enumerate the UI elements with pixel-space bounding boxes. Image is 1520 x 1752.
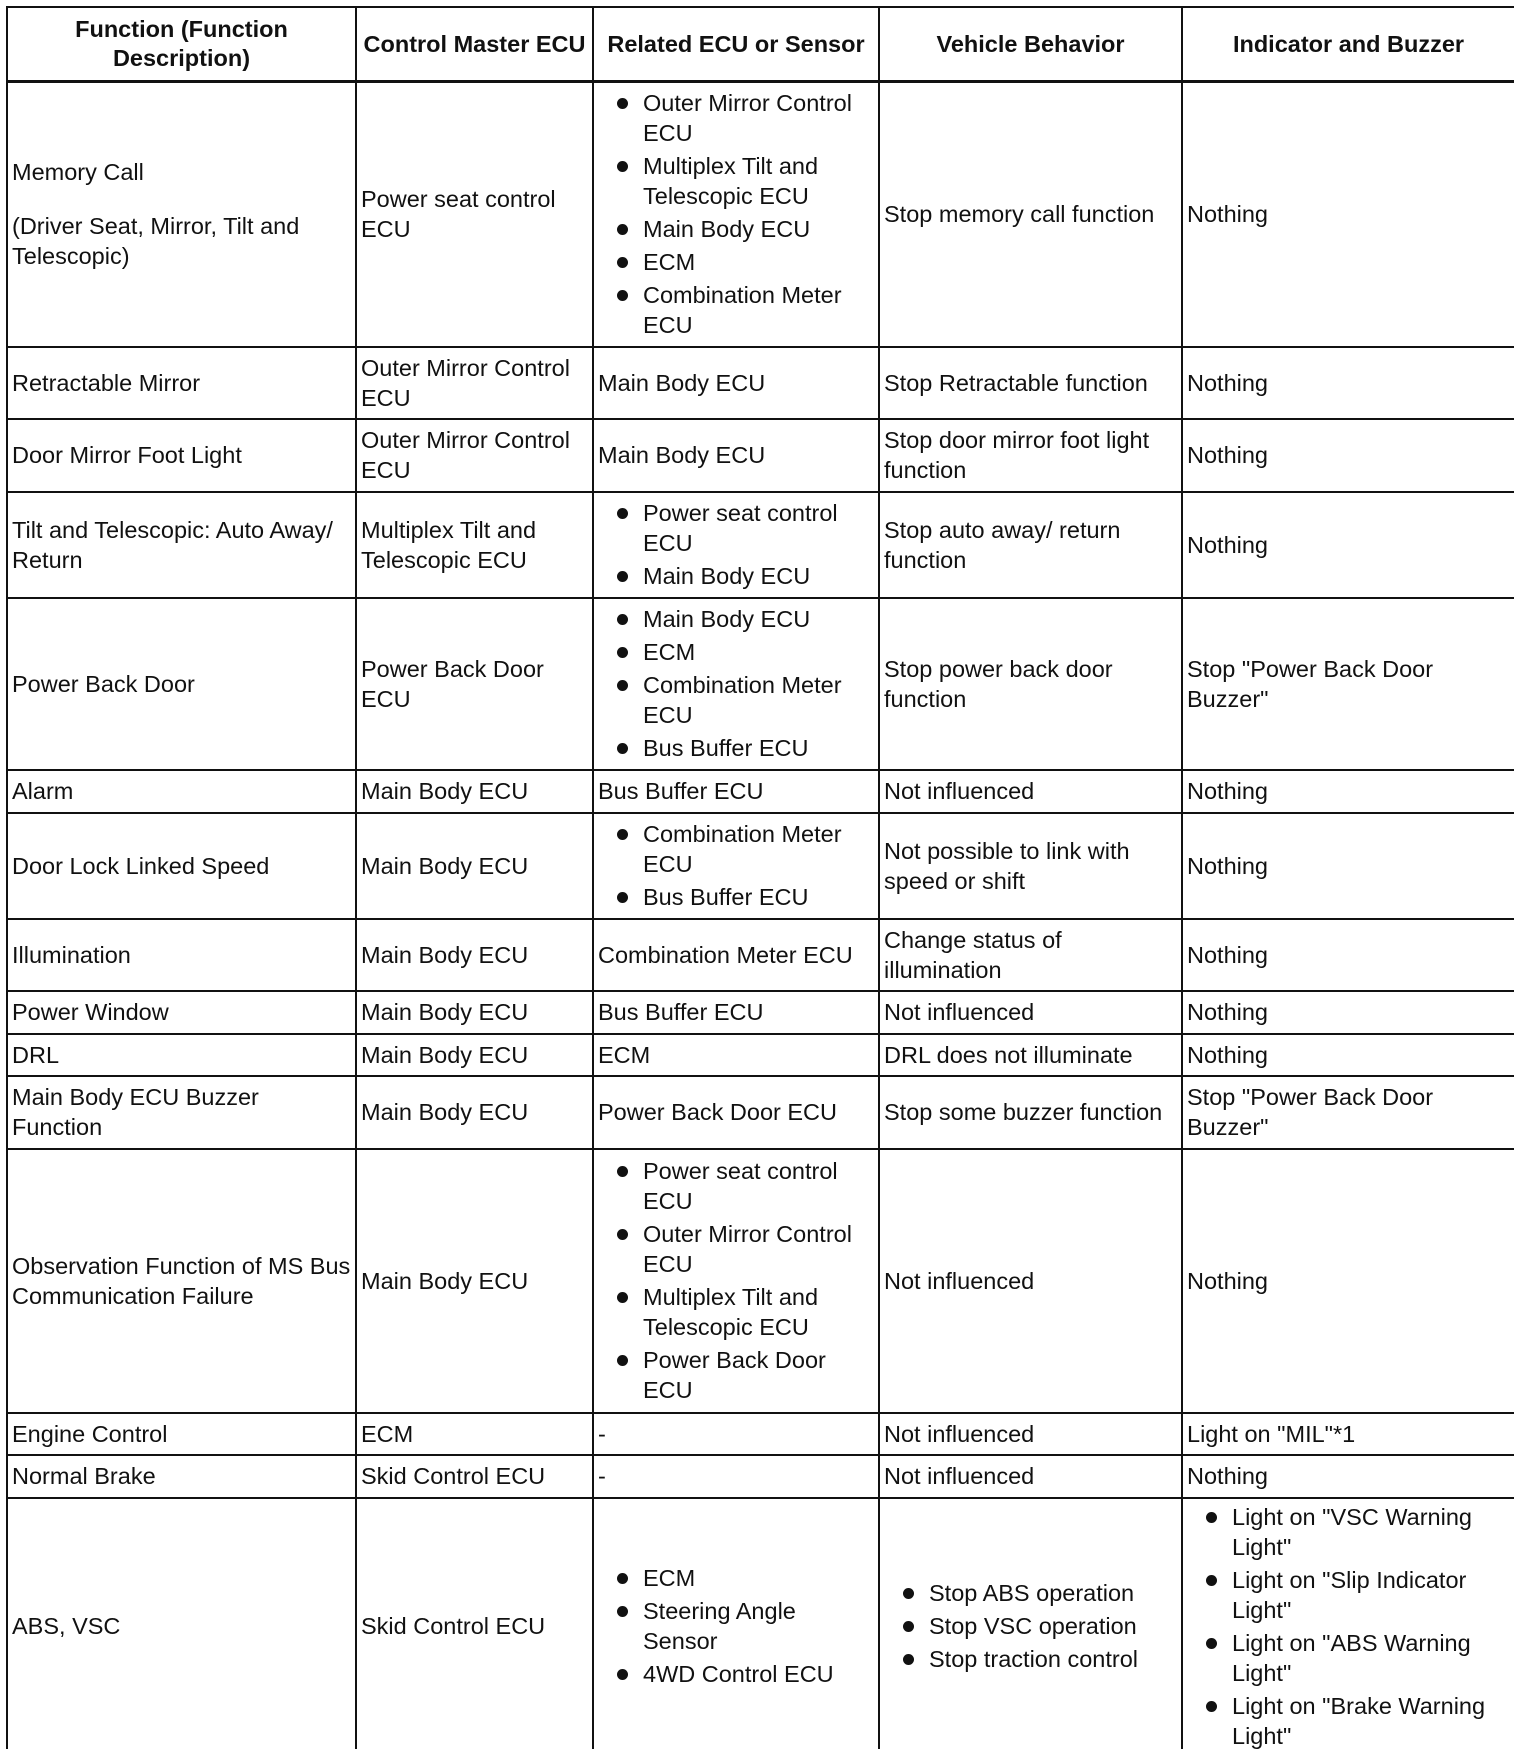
bullet-list	[1187, 1502, 1510, 1750]
bullet-item: Stop traction control	[884, 1644, 1177, 1674]
bullet-item: 4WD Control ECU	[598, 1659, 874, 1689]
cell-indicator	[1182, 1498, 1514, 1750]
cell-master: Skid Control ECU	[356, 1498, 593, 1750]
cell-master: Outer Mirror Control ECU	[356, 347, 593, 419]
cell-indicator: Stop "Power Back Door Buzzer"	[1182, 598, 1514, 770]
cell-function	[7, 813, 356, 919]
cell-function	[7, 419, 356, 492]
cell-indicator: Nothing	[1182, 1455, 1514, 1498]
cell-function	[7, 492, 356, 598]
cell-related: -	[593, 1455, 879, 1498]
table-row	[7, 492, 1514, 598]
table-row	[7, 1149, 1514, 1413]
cell-function	[7, 1413, 356, 1455]
cell-behavior: Not influenced	[879, 1149, 1182, 1413]
bullet-item: Light on "ABS Warning Light"	[1187, 1628, 1510, 1688]
cell-behavior: Stop power back door function	[879, 598, 1182, 770]
cell-behavior: Stop door mirror foot light function	[879, 419, 1182, 492]
cell-master: Power seat control ECU	[356, 82, 593, 347]
bullet-item: Power seat control ECU	[598, 498, 874, 558]
cell-related: Bus Buffer ECU	[593, 770, 879, 813]
bullet-list	[598, 604, 874, 763]
bullet-item: Main Body ECU	[598, 214, 874, 244]
cell-function	[7, 1149, 356, 1413]
cell-behavior: Stop auto away/ return function	[879, 492, 1182, 598]
cell-function	[7, 919, 356, 991]
table-row	[7, 991, 1514, 1034]
table-row	[7, 419, 1514, 492]
cell-master: Main Body ECU	[356, 813, 593, 919]
bullet-item: Light on "VSC Warning Light"	[1187, 1502, 1510, 1562]
cell-related	[593, 1498, 879, 1750]
cell-master: ECM	[356, 1413, 593, 1455]
cell-master: Main Body ECU	[356, 1034, 593, 1076]
table-row	[7, 813, 1514, 919]
bullet-item: Power seat control ECU	[598, 1156, 874, 1216]
bullet-list	[598, 1563, 874, 1689]
cell-function	[7, 1498, 356, 1750]
function-text: Normal Brake	[12, 1463, 156, 1489]
function-text: ABS, VSC	[12, 1613, 121, 1639]
function-text: Observation Function of MS Bus Communication Failure	[12, 1252, 351, 1309]
bullet-item: Bus Buffer ECU	[598, 882, 874, 912]
cell-indicator: Nothing	[1182, 82, 1514, 347]
cell-related: Combination Meter ECU	[593, 919, 879, 991]
bullet-item: Main Body ECU	[598, 561, 874, 591]
cell-indicator: Nothing	[1182, 919, 1514, 991]
cell-indicator: Nothing	[1182, 492, 1514, 598]
function-text: Door Lock Linked Speed	[12, 852, 270, 879]
cell-indicator: Nothing	[1182, 1034, 1514, 1076]
cell-behavior: Stop Retractable function	[879, 347, 1182, 419]
bullet-item: Light on "Slip Indicator Light"	[1187, 1565, 1510, 1625]
cell-master: Power Back Door ECU	[356, 598, 593, 770]
bullet-item: Stop VSC operation	[884, 1611, 1177, 1641]
cell-related	[593, 598, 879, 770]
cell-related: Main Body ECU	[593, 419, 879, 492]
cell-indicator: Nothing	[1182, 1149, 1514, 1413]
cell-behavior: Not influenced	[879, 991, 1182, 1034]
function-text: Retractable Mirror	[12, 369, 201, 396]
bullet-item: ECM	[598, 247, 874, 277]
bullet-list	[598, 819, 874, 912]
cell-related	[593, 492, 879, 598]
bullet-item: ECM	[598, 637, 874, 667]
cell-indicator: Nothing	[1182, 813, 1514, 919]
bullet-list	[598, 88, 874, 340]
cell-master: Skid Control ECU	[356, 1455, 593, 1498]
cell-master: Main Body ECU	[356, 770, 593, 813]
ecu-function-table	[6, 6, 1514, 1749]
bullet-item: Multiplex Tilt and Telescopic ECU	[598, 151, 874, 211]
cell-master: Main Body ECU	[356, 919, 593, 991]
cell-behavior: Stop some buzzer function	[879, 1076, 1182, 1149]
bullet-item: Bus Buffer ECU	[598, 733, 874, 763]
cell-behavior: Stop memory call function	[879, 82, 1182, 347]
cell-indicator: Nothing	[1182, 419, 1514, 492]
bullet-item: Outer Mirror Control ECU	[598, 1219, 874, 1279]
function-text: Alarm	[12, 778, 74, 804]
cell-behavior: DRL does not illuminate	[879, 1034, 1182, 1076]
table-row	[7, 598, 1514, 770]
bullet-item: Light on "Brake Warning Light"	[1187, 1691, 1510, 1750]
function-text: Power Window	[12, 999, 169, 1025]
table-row	[7, 1076, 1514, 1149]
function-text: Engine Control	[12, 1420, 168, 1447]
bullet-item: Power Back Door ECU	[598, 1345, 874, 1405]
cell-function	[7, 1034, 356, 1076]
bullet-list	[884, 1578, 1177, 1674]
cell-related	[593, 1149, 879, 1413]
cell-related: Main Body ECU	[593, 347, 879, 419]
cell-indicator: Light on "MIL"*1	[1182, 1413, 1514, 1455]
table-row	[7, 82, 1514, 347]
cell-related	[593, 813, 879, 919]
header-vehicle-behavior: Vehicle Behavior	[879, 7, 1182, 82]
cell-behavior: Change status of illumination	[879, 919, 1182, 991]
cell-related	[593, 82, 879, 347]
cell-behavior	[879, 1498, 1182, 1750]
table-row	[7, 1034, 1514, 1076]
table-header-row	[7, 7, 1514, 82]
cell-master: Main Body ECU	[356, 1076, 593, 1149]
cell-function	[7, 347, 356, 419]
bullet-list	[598, 1156, 874, 1405]
cell-function	[7, 770, 356, 813]
bullet-item: Main Body ECU	[598, 604, 874, 634]
cell-behavior: Not possible to link with speed or shift	[879, 813, 1182, 919]
cell-indicator: Nothing	[1182, 347, 1514, 419]
bullet-item: Combination Meter ECU	[598, 280, 874, 340]
bullet-item: Outer Mirror Control ECU	[598, 88, 874, 148]
table-row	[7, 347, 1514, 419]
ecu-function-table-document	[6, 6, 1514, 1749]
cell-behavior: Not influenced	[879, 1455, 1182, 1498]
cell-function	[7, 1455, 356, 1498]
cell-indicator: Nothing	[1182, 991, 1514, 1034]
cell-behavior: Not influenced	[879, 1413, 1182, 1455]
function-text: (Driver Seat, Mirror, Tilt and Telescopic)	[12, 213, 300, 270]
cell-master: Main Body ECU	[356, 991, 593, 1034]
cell-behavior: Not influenced	[879, 770, 1182, 813]
function-text: DRL	[12, 1041, 60, 1068]
header-related-ecu-or-sensor: Related ECU or Sensor	[593, 7, 879, 82]
table-row	[7, 1413, 1514, 1455]
function-text: Main Body ECU Buzzer Function	[12, 1084, 259, 1140]
table-row	[7, 1455, 1514, 1498]
table-body	[7, 82, 1514, 1750]
cell-master: Multiplex Tilt and Telescopic ECU	[356, 492, 593, 598]
function-text: Door Mirror Foot Light	[12, 442, 242, 468]
header-control-master-ecu: Control Master ECU	[356, 7, 593, 82]
cell-function	[7, 991, 356, 1034]
cell-function	[7, 598, 356, 770]
cell-indicator: Nothing	[1182, 770, 1514, 813]
bullet-item: ECM	[598, 1563, 874, 1593]
table-row	[7, 1498, 1514, 1750]
function-text: Power Back Door	[12, 670, 195, 697]
bullet-item: Multiplex Tilt and Telescopic ECU	[598, 1282, 874, 1342]
table-row	[7, 919, 1514, 991]
cell-function	[7, 1076, 356, 1149]
function-text: Memory Call	[12, 159, 144, 186]
cell-indicator: Stop "Power Back Door Buzzer"	[1182, 1076, 1514, 1149]
bullet-list	[598, 498, 874, 591]
cell-related: Power Back Door ECU	[593, 1076, 879, 1149]
cell-related: -	[593, 1413, 879, 1455]
cell-related: Bus Buffer ECU	[593, 991, 879, 1034]
table-row	[7, 770, 1514, 813]
bullet-item: Stop ABS operation	[884, 1578, 1177, 1608]
function-text: Illumination	[12, 941, 131, 968]
bullet-item: Combination Meter ECU	[598, 670, 874, 730]
header-indicator-and-buzzer: Indicator and Buzzer	[1182, 7, 1514, 82]
header-function: Function (Function Description)	[7, 7, 356, 82]
cell-related: ECM	[593, 1034, 879, 1076]
bullet-item: Combination Meter ECU	[598, 819, 874, 879]
bullet-item: Steering Angle Sensor	[598, 1596, 874, 1656]
function-text: Tilt and Telescopic: Auto Away/ Return	[12, 516, 333, 573]
cell-function	[7, 82, 356, 347]
cell-master: Outer Mirror Control ECU	[356, 419, 593, 492]
cell-master: Main Body ECU	[356, 1149, 593, 1413]
